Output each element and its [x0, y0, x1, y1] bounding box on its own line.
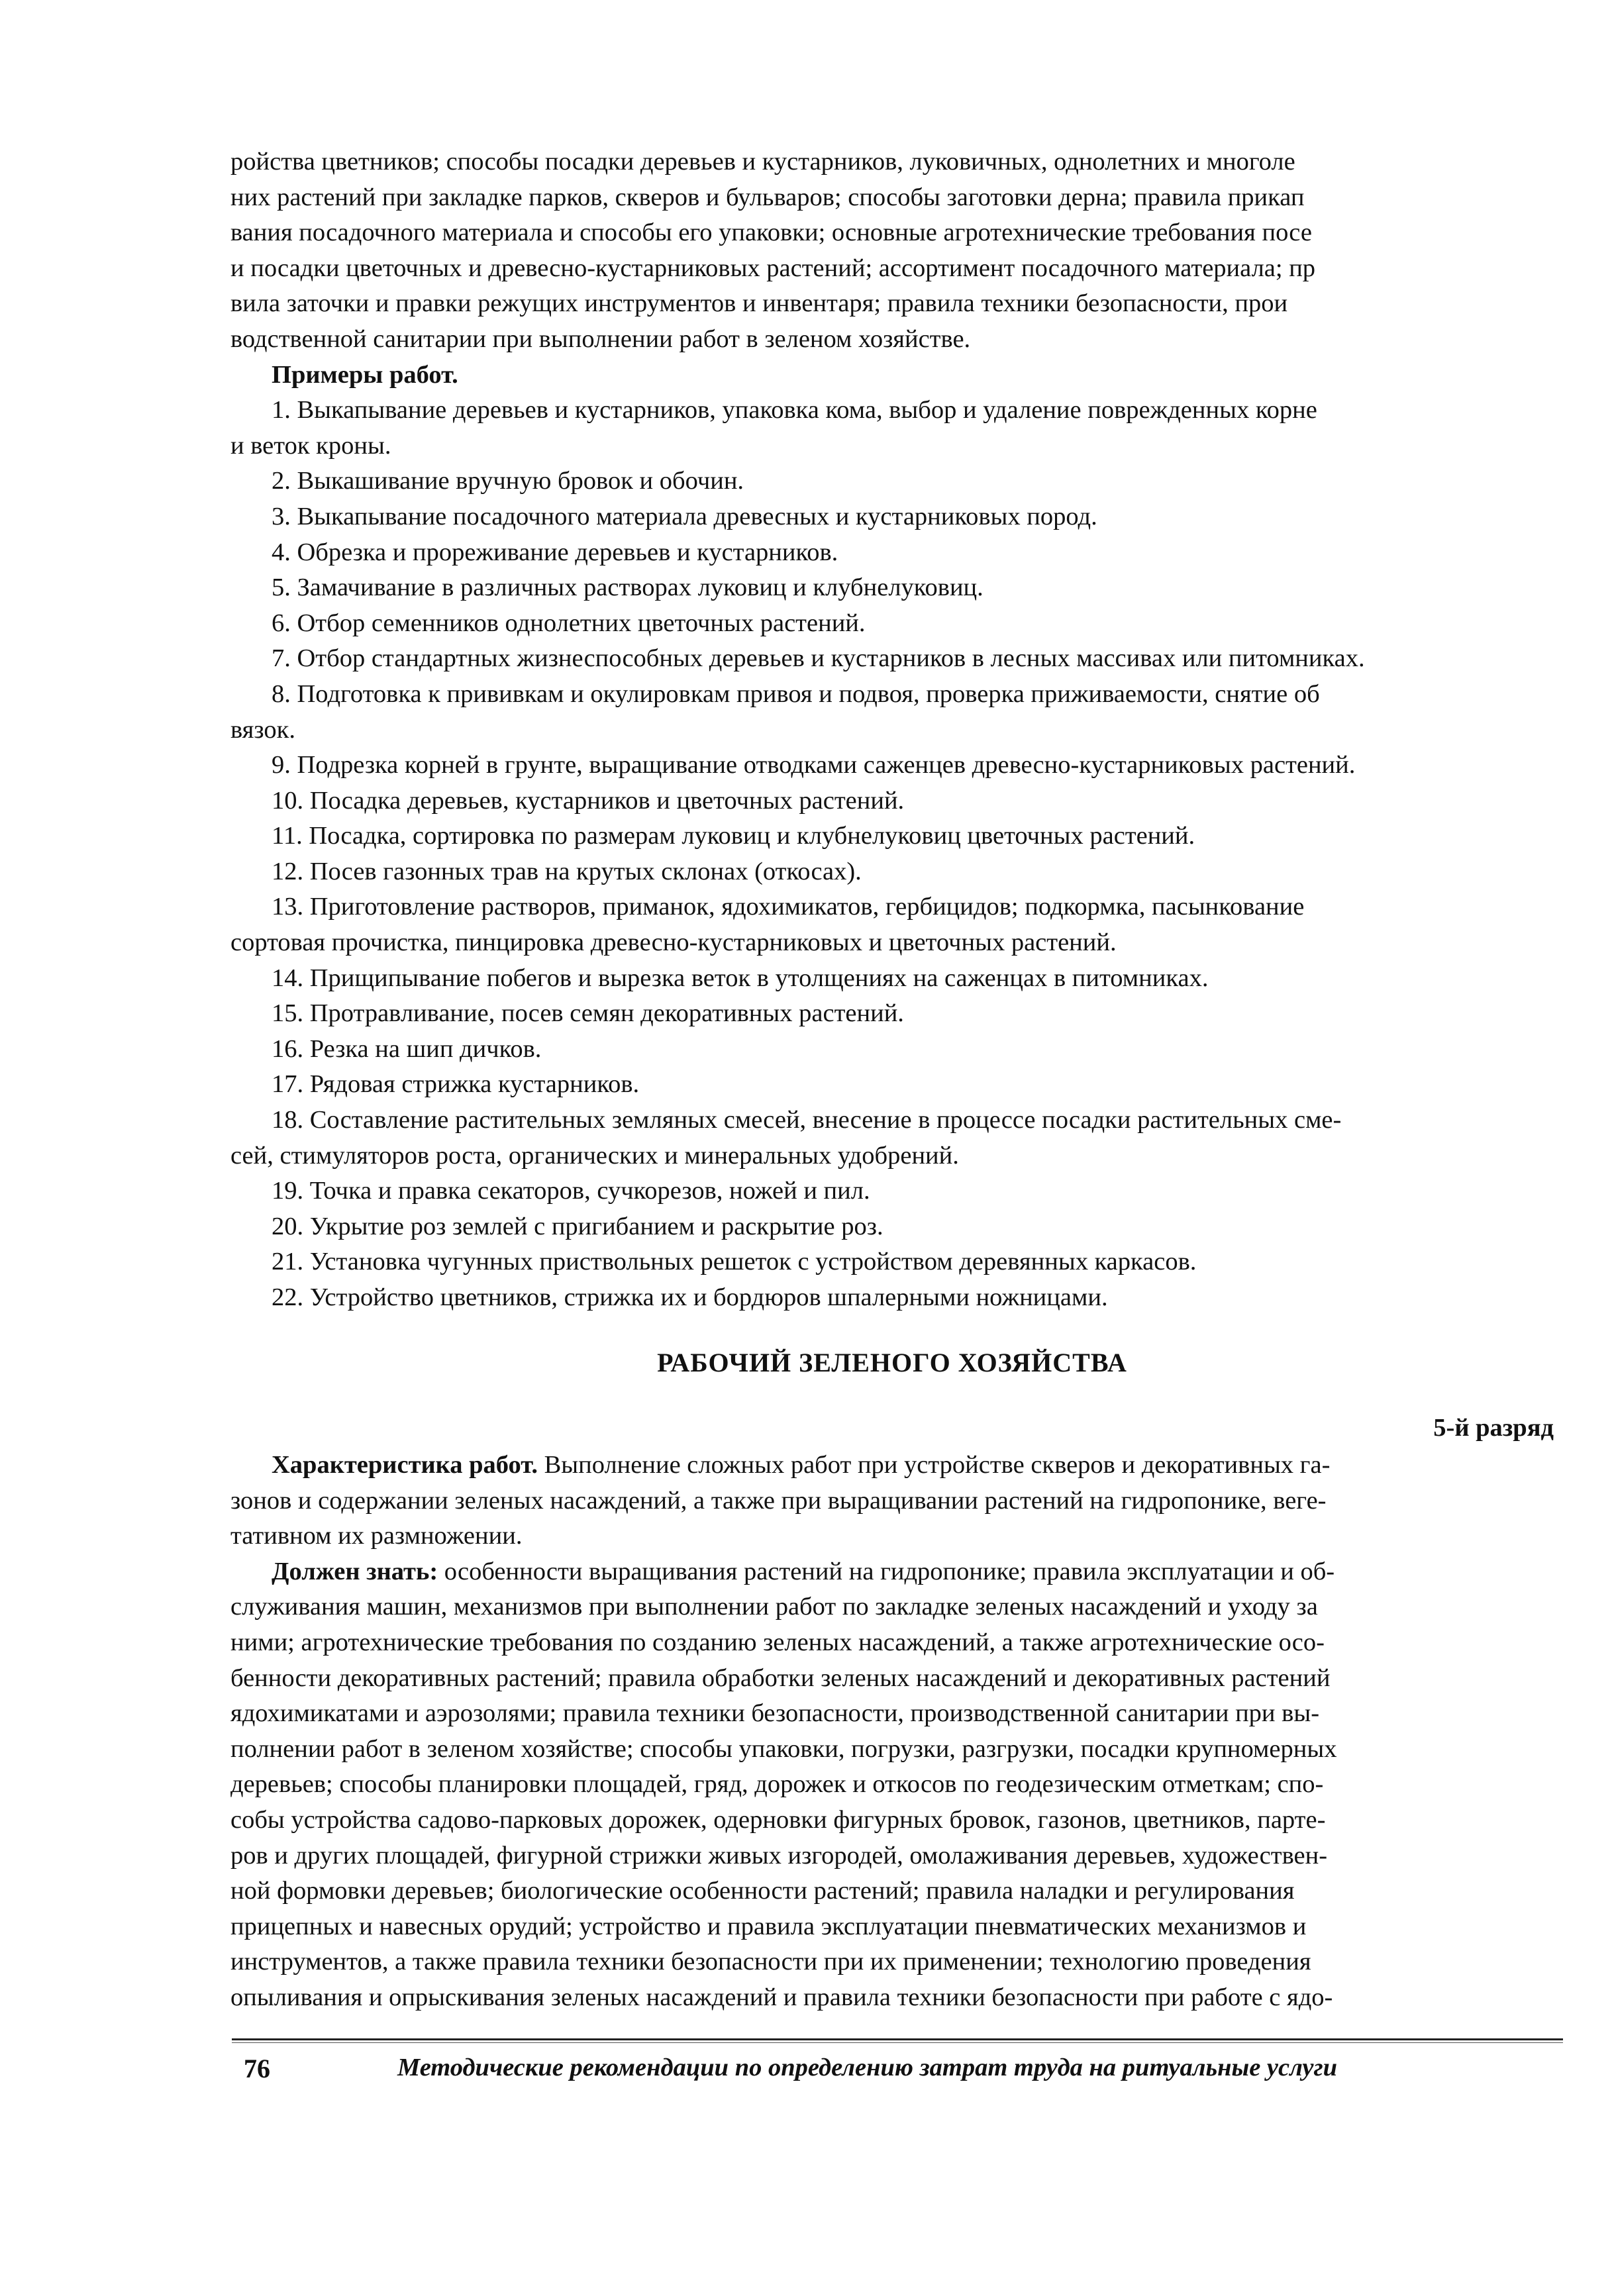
- example-text: Отбор стандартных жизнеспособных деревьев и кустарников в лесных массивах или питомниках.: [297, 644, 1365, 673]
- example-number: 1.: [272, 396, 291, 424]
- text-line: тативном их размножении.: [230, 1522, 523, 1550]
- example-item: [230, 606, 1554, 642]
- example-item: [230, 1032, 1554, 1068]
- example-number: 16.: [272, 1034, 304, 1063]
- example-text: Резка на шип дичков.: [309, 1034, 542, 1063]
- text-line: полнении работ в зеленом хозяйстве; способы упаковки, погрузки, разгрузки, посадки крупномерных: [230, 1734, 1337, 1763]
- characteristics-label: Характеристика работ.: [272, 1451, 538, 1479]
- example-number: 22.: [272, 1283, 304, 1311]
- example-number: 9.: [272, 751, 291, 779]
- example-number: 7.: [272, 644, 291, 673]
- job-description: [230, 1448, 1554, 2016]
- example-item: [230, 1209, 1554, 1245]
- example-text: Точка и правка секаторов, сучкорезов, ножей и пил.: [309, 1177, 870, 1205]
- text-line: деревьев; способы планировки площадей, гряд, дорожек и откосов по геодезическим отметкам; спо-: [230, 1770, 1324, 1799]
- example-item: [230, 783, 1554, 819]
- example-text: Устройство цветников, стрижка их и бордюров шпалерными ножницами.: [309, 1283, 1108, 1311]
- knowledge-label: Должен знать:: [272, 1557, 438, 1585]
- footer-rule: [232, 2038, 1563, 2040]
- example-text: Рядовая стрижка кустарников.: [309, 1070, 640, 1099]
- example-number: 13.: [272, 893, 304, 921]
- example-item: [230, 641, 1554, 677]
- text-line: вила заточки и правки режущих инструментов и инвентаря; правила техники безопасности, прои: [230, 289, 1288, 318]
- example-text: Посадка деревьев, кустарников и цветочных растений.: [309, 786, 905, 815]
- example-number: 18.: [272, 1106, 304, 1134]
- example-item: [230, 1103, 1554, 1138]
- example-item: [230, 499, 1554, 535]
- example-text: Замачивание в различных растворах луковиц и клубнелуковиц.: [297, 574, 984, 602]
- example-number: 8.: [272, 679, 291, 708]
- text-line: ной формовки деревьев; биологические особенности растений; правила наладки и регулирования: [230, 1877, 1295, 1905]
- text-line: прицепных и навесных орудий; устройство и правила эксплуатации пневматических механизмов и: [230, 1912, 1307, 1940]
- text-line: ройства цветников; способы посадки деревьев и кустарников, луковичных, однолетних и многоле: [230, 148, 1295, 175]
- page-content: [230, 144, 1554, 2011]
- example-text: Укрытие роз землей с пригибанием и раскрытие роз.: [309, 1212, 883, 1240]
- example-number: 2.: [272, 467, 291, 495]
- example-number: 21.: [272, 1248, 304, 1276]
- page-number: 76: [244, 2054, 270, 2083]
- example-item: [230, 393, 1554, 428]
- text-line: и посадки цветочных и древесно-кустарниковых растений; ассортимент посадочного материала; пр: [230, 254, 1316, 282]
- example-text: Посев газонных трав на крутых склонах (откосах).: [309, 857, 862, 885]
- text-line: вания посадочного материала и способы его упаковки; основные агротехнические требования посе: [230, 219, 1312, 247]
- example-number: 6.: [272, 609, 291, 637]
- example-number: 20.: [272, 1212, 304, 1240]
- example-number: 4.: [272, 538, 291, 566]
- example-continuation: сортовая прочистка, пинцировка древесно-кустарниковых и цветочных растений.: [230, 928, 1117, 957]
- example-item: [230, 961, 1554, 997]
- example-item: [230, 1280, 1554, 1316]
- example-number: 5.: [272, 574, 291, 602]
- example-continuation: и веток кроны.: [230, 431, 391, 460]
- example-number: 3.: [272, 502, 291, 530]
- example-number: 17.: [272, 1070, 304, 1099]
- example-item: [230, 570, 1554, 606]
- text-line: опыливания и опрыскивания зеленых насаждений и правила техники безопасности при работе с ядо-: [230, 1983, 1333, 2011]
- example-item: [230, 1173, 1554, 1209]
- example-item: [230, 535, 1554, 571]
- example-item: [230, 854, 1554, 890]
- example-item: [230, 819, 1554, 854]
- example-item: [230, 889, 1554, 925]
- example-item: [230, 996, 1554, 1032]
- example-text: Отбор семенников однолетних цветочных растений.: [297, 609, 866, 637]
- example-number: 10.: [272, 786, 304, 815]
- examples-heading: Примеры работ.: [272, 360, 458, 389]
- knowledge-line: Должен знать: особенности выращивания растений на гидропонике; правила эксплуатации и об-: [272, 1557, 1335, 1585]
- example-text: Установка чугунных приствольных решеток с устройством деревянных каркасов.: [309, 1248, 1197, 1276]
- example-text: Подготовка к прививкам и окулировкам привоя и подвоя, проверка приживаемости, снятие об: [297, 679, 1320, 708]
- text-line: водственной санитарии при выполнении работ в зеленом хозяйстве.: [230, 324, 971, 353]
- example-item: [230, 748, 1554, 783]
- example-text: Подрезка корней в грунте, выращивание отводками саженцев древесно-кустарниковых растений.: [297, 751, 1356, 779]
- examples-list: [230, 393, 1554, 1315]
- example-text: Выкапывание деревьев и кустарников, упаковка кома, выбор и удаление поврежденных корне: [297, 396, 1317, 424]
- text-line: собы устройства садово-парковых дорожек, одерновки фигурных бровок, газонов, цветников, парте-: [230, 1805, 1326, 1834]
- example-number: 15.: [272, 999, 304, 1028]
- example-text: Выкашивание вручную бровок и обочин.: [297, 467, 744, 495]
- footer-rule-thin: [232, 2042, 1563, 2043]
- text-line: них растений при закладке парков, скверов и бульваров; способы заготовки дерна; правила прикап: [230, 183, 1305, 211]
- example-text: Составление растительных земляных смесей, внесение в процессе посадки растительных сме-: [309, 1106, 1342, 1134]
- text-line: ядохимикатами и аэрозолями; правила техники безопасности, производственной санитарии при вы-: [230, 1699, 1320, 1728]
- grade-label: 5-й разряд: [1433, 1414, 1554, 1442]
- example-continuation: вязок.: [230, 715, 295, 744]
- example-item: [230, 1244, 1554, 1280]
- text-line: ров и других площадей, фигурной стрижки живых изгородей, омолаживания деревьев, художествен-: [230, 1841, 1328, 1870]
- text-line: бенности декоративных растений; правила обработки зеленых насаждений и декоративных растений: [230, 1664, 1331, 1692]
- example-text: Приготовление растворов, приманок, ядохимикатов, гербицидов; подкормка, пасынкование: [309, 893, 1305, 921]
- example-text: Посадка, сортировка по размерам луковиц и клубнелуковиц цветочных растений.: [309, 822, 1195, 850]
- characteristics-line: Характеристика работ. Выполнение сложных работ при устройстве скверов и декоративных га-: [272, 1451, 1331, 1479]
- example-continuation: сей, стимуляторов роста, органических и минеральных удобрений.: [230, 1141, 959, 1170]
- intro-paragraph: [230, 144, 1554, 358]
- example-text: Обрезка и прореживание деревьев и кустарников.: [297, 538, 838, 566]
- example-number: 12.: [272, 857, 304, 885]
- example-text: Протравливание, посев семян декоративных растений.: [309, 999, 904, 1028]
- text-line: ними; агротехнические требования по созданию зеленых насаждений, а также агротехнические осо-: [230, 1628, 1325, 1656]
- text-line: зонов и содержании зеленых насаждений, а также при выращивании растений на гидропонике, веге-: [230, 1486, 1327, 1515]
- example-number: 14.: [272, 964, 304, 992]
- text-line: инструментов, а также правила техники безопасности при их применении; технологию проведения: [230, 1948, 1311, 1976]
- example-number: 19.: [272, 1177, 304, 1205]
- section-title: РАБОЧИЙ ЗЕЛЕНОГО ХОЗЯЙСТВА: [657, 1348, 1127, 1377]
- footer-title: Методические рекомендации по определению затрат труда на ритуальные услуги: [397, 2054, 1338, 2081]
- example-item: [230, 464, 1554, 499]
- example-text: Выкапывание посадочного материала древесных и кустарниковых пород.: [297, 502, 1097, 530]
- example-number: 11.: [272, 822, 303, 850]
- example-text: Прищипывание побегов и вырезка веток в утолщениях на саженцах в питомниках.: [309, 964, 1209, 992]
- text-line: служивания машин, механизмов при выполнении работ по закладке зеленых насаждений и уходу за: [230, 1593, 1318, 1621]
- example-item: [230, 677, 1554, 713]
- example-item: [230, 1067, 1554, 1103]
